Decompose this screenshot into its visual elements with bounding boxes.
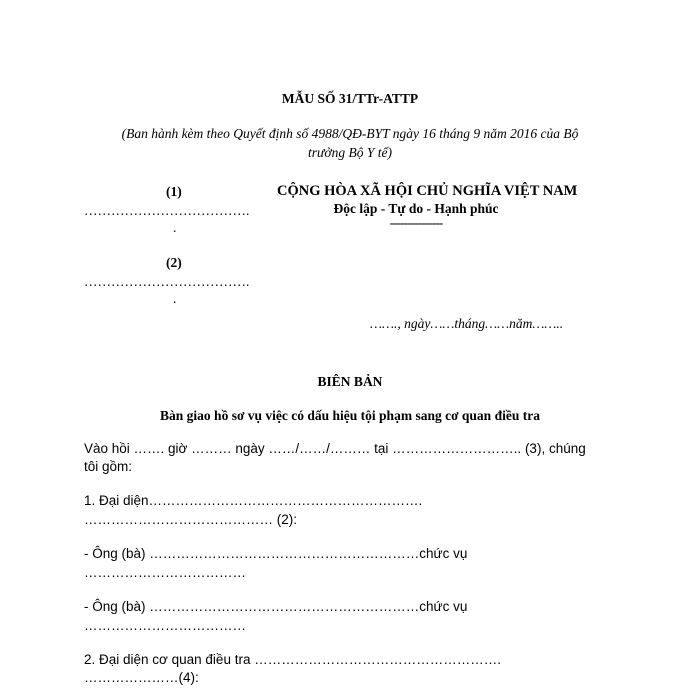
form-number: MẪU SỐ 31/TTr-ATTP: [281, 91, 419, 106]
person2-line1: - Ông (bà) ……………………………………………………chức vụ: [84, 599, 468, 614]
intro-line2: tôi gồm:: [84, 459, 133, 474]
field2-label: (2): [166, 255, 182, 270]
motto-rule: ---------------: [389, 215, 443, 230]
document-title: BIÊN BẢN: [317, 374, 383, 389]
national-motto: Độc lập - Tự do - Hạnh phúc: [333, 201, 499, 216]
document-subtitle: Bàn giao hồ sơ vụ việc có dấu hiệu tội phạm sang cơ quan điều tra: [160, 408, 540, 423]
field2-tail: .: [173, 291, 177, 306]
person2-line2: ………………………………: [84, 618, 246, 633]
country-name: CỘNG HÒA XÃ HỘI CHỦ NGHĨA VIỆT NAM: [277, 183, 578, 199]
representative1-line1: 1. Đại diện…………………………………………………….: [84, 493, 423, 508]
field1-label: (1): [166, 184, 182, 199]
representative2-line2: …………………(4):: [84, 670, 199, 685]
intro-line1: Vào hồi ……. giờ ……… ngày ……/……/……… tại ……………………….. (3), chúng: [84, 441, 586, 456]
representative1-line2: …………………………………… (2):: [84, 512, 298, 527]
issued-note-line1: (Ban hành kèm theo Quyết định số 4988/QĐ-BYT ngày 16 tháng 9 năm 2016 của Bộ: [121, 126, 579, 141]
field2-dots: ……………………………….: [84, 274, 250, 289]
field1-tail: .: [173, 220, 177, 235]
representative2-line1: 2. Đại diện cơ quan điều tra ……………………………………………….: [84, 652, 501, 667]
person1-line2: ………………………………: [84, 565, 246, 580]
date-line: ……., ngày……tháng……năm……..: [370, 316, 564, 331]
person1-line1: - Ông (bà) ……………………………………………………chức vụ: [84, 546, 468, 561]
field1-dots: ……………………………….: [84, 203, 250, 218]
issued-note-line2: trưởng Bộ Y tế): [308, 145, 392, 160]
